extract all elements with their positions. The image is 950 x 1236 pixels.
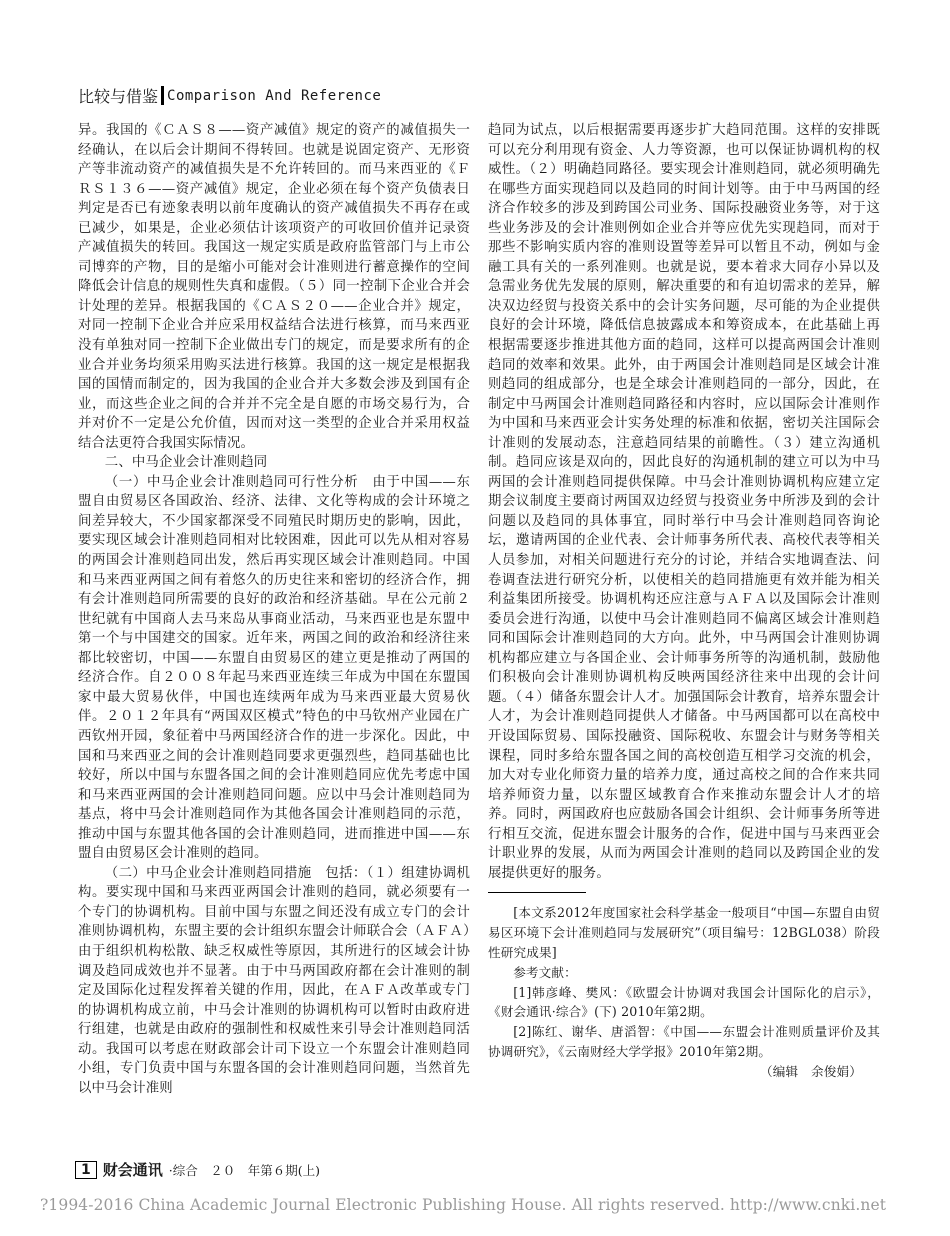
reference-item: [1]韩彦峰、樊风：《欧盟会计协调对我国会计国际化的启示》，《财会通讯·综合》(下) 2010年第2期。 (488, 984, 880, 1020)
header-divider (161, 86, 164, 105)
copyright-watermark: ?1994-2016 China Academic Journal Electronic Publishing House. All rights reserved. http://www.cnki.net (40, 1196, 887, 1214)
references-title: 参考文献： (513, 964, 577, 980)
references-block (488, 903, 880, 1081)
section-title-cn: 比较与借鉴 (78, 87, 159, 106)
section-title-en: Comparison And Reference (167, 87, 382, 104)
reference-item: [2]陈红、谢华、唐滔智：《中国——东盟会计准则质量评价及其协调研究》，《云南财经大学学报》2010年第2期。 (488, 1024, 880, 1059)
section-heading: 二、中马企业会计准则趋同 (104, 455, 268, 471)
body-paragraph: （一）中马企业会计准则趋同可行性分析 由于中国——东盟自由贸易区各国政治、经济、法律、文化等构成的会计环境之间差异较大，不少国家都深受不同殖民时期历史的影响，因此，要实现区域会计准则趋同相对比较困难，因此可以先从相对容易的两国会计准则趋同出发，然后再实现区域会计准则趋同。中国和马来西亚两国之间有着悠久的历史往来和密切的经济合作，拥有会计准则趋同所需要的良好的政治和经济基础。早在公元前２世纪就有中国商人去马来岛从事商业活动，马来西亚也是东盟中第一个与中国建交的国家。近年来，两国之间的政治和经济往来都比较密切，中国——东盟自由贸易区的建立更是推动了两国的经济合作。自２００８年起马来西亚连续三年成为中国在东盟国家中最大贸易伙伴，中国也连续两年成为马来西亚最大贸易伙伴。２０１２年具有“两国双区模式”特色的中马钦州产业园在广西钦州开园，象征着中马两国经济合作的进一步深化。因此，中国和马来西亚之间的会计准则趋同要求更强烈些，趋同基础也比较好，所以中国与东盟各国之间的会计准则趋同应优先考虑中国和马来西亚两国的会计准则趋同问题。应以中马会计准则趋同为基点，将中马会计准则趋同作为其他各国会计准则趋同的示范，推动中国与东盟其他各国的会计准则趋同，进而推进中国——东盟自由贸易区会计准则的趋同。 (78, 474, 470, 862)
right-column (488, 121, 880, 1082)
footnote-divider (488, 892, 586, 893)
issue-info: ·综合 ２０ 年第６期(上) (168, 1162, 320, 1178)
body-paragraph: 异。我国的《ＣＡＳ８——资产减值》规定的资产的减值损失一经确认，在以后会计期间不得转回。也就是说固定资产、无形资产等非流动资产的减值损失是不允许转回的。而马来西亚的《ＦＲＳ１３６——资产减值》规定，企业必须在每个资产负债表日判定是否已有迹象表明以前年度确认的资产减值损失不再存在或已减少，如果是，企业必须估计该项资产的可收回价值并记录资产减值损失的转回。我国这一规定实质是政府监管部门与上市公司博弈的产物，目的是缩小可能对会计准则进行蓄意操作的空间降低会计信息的规则性失真和虚假。（５）同一控制下企业合并会计处理的差异。根据我国的《ＣＡＳ２０——企业合并》规定，对同一控制下企业合并应采用权益结合法进行核算，而马来西亚没有单独对同一控制下企业做出专门的规定，而是要求所有的企业合并业务均须采用购买法进行核算。我国的这一规定是根据我国的国情而制定的，因为我国的企业合并大多数会涉及到国有企业，而这些企业之间的合并并不完全是自愿的市场交易行为，合并对价不一定是公允价值，因而对这一类型的企业合并采用权益结合法更符合我国实际情况。 (78, 123, 470, 451)
journal-logo: 财会通讯 (102, 1161, 163, 1179)
left-column (78, 121, 470, 1098)
body-paragraph: （二）中马企业会计准则趋同措施 包括：（１）组建协调机构。要实现中国和马来西亚两国会计准则的趋同，就必须要有一个专门的协调机构。目前中国与东盟之间还没有成立专门的会计准则协调机构，东盟主要的会计组织东盟会计师联合会（ＡＦＡ）由于组织机构松散、缺乏权威性等原因，其所进行的区域会计协调及趋同成效也并不显著。由于中马两国政府都在会计准则的制定及国际化过程发挥着关键的作用，因此，在ＡＦＡ改革或专门的协调机构成立前，中马会计准则的协调机构可以暂时由政府进行组建，也就是由政府的强制性和权威性来引导会计准则趋同活动。我国可以考虑在财政部会计司下设立一个东盟会计准则趋同小组，专门负责中国与东盟各国的会计准则趋同问题，当然首先以中马会计准则 (78, 865, 470, 1096)
body-paragraph: 趋同为试点，以后根据需要再逐步扩大趋同范围。这样的安排既可以充分利用现有资金、人力等资源，也可以保证协调机构的权威性。（２）明确趋同路径。要实现会计准则趋同，就必须明确先在哪些方面实现趋同以及趋同的时间计划等。由于中马两国的经济合作较多的涉及到跨国公司业务、国际投融资业务等，对于这些业务涉及的会计准则例如企业合并等应优先实现趋同，而对于那些不影响实质内容的准则设置等差异可以暂且不动，例如与金融工具有关的一系列准则。也就是说，要本着求大同存小异以及急需业务优先发展的原则，解决重要的和有迫切需求的差异，解决双边经贸与投资关系中的会计实务问题，尽可能的为企业提供良好的会计环境，降低信息披露成本和筹资成本，在此基础上再根据需要逐步推进其他方面的趋同，这样可以提高两国会计准则趋同的效率和效果。此外，由于两国会计准则趋同是区域会计准则趋同的组成部分，也是全球会计准则趋同的一部分，因此，在制定中马两国会计准则趋同路径和内容时，应以国际会计准则作为中国和马来西亚会计实务处理的标准和依据，密切关注国际会计准则的发展动态，注意趋同结果的前瞻性。（３）建立沟通机制。趋同应该是双向的，因此良好的沟通机制的建立可以为中马两国的会计准则趋同提供保障。中马会计准则协调机构应建立定期会议制度主要商讨两国双边经贸与投资业务中所涉及到的会计问题以及趋同的具体事宜，同时举行中马会计准则趋同咨询论坛，邀请两国的企业代表、会计师事务所代表、高校代表等相关人员参加，对相关问题进行充分的讨论，并结合实地调查法、问卷调查法进行研究分析，以使相关的趋同措施更有效并能为相关利益集团所接受。协调机构还应注意与ＡＦＡ以及国际会计准则委员会进行沟通，以使中马会计准则趋同不偏离区域会计准则趋同和国际会计准则趋同的大方向。此外，中马两国会计准则协调机构都应建立与各国企业、会计师事务所等的沟通机制，鼓励他们积极向会计准则协调机构反映两国经济往来中出现的会计问题。（４）储备东盟会计人才。加强国际会计教育，培养东盟会计人才，为会计准则趋同提供人才储备。中马两国都可以在高校中开设国际贸易、国际投融资、国际税收、东盟会计与财务等相关课程，同时多给东盟各国之间的高校创造互相学习交流的机会，加大对专业化师资力量的培养力度，通过高校之间的合作来共同培养师资力量，以东盟区域教育合作来推动东盟会计人才的培养。同时，两国政府也应鼓励各国会计组织、会计师事务所等进行相互交流，促进东盟会计服务的合作，促进中国与马来西亚会计职业界的发展，从而为两国会计准则的趋同以及跨国企业的发展提供更好的服务。 (488, 123, 880, 881)
editor-credit: （编辑 余俊娟） (760, 1063, 862, 1079)
page-header (78, 84, 381, 107)
page-number: 1 (75, 1161, 97, 1179)
page-footer (75, 1159, 320, 1180)
funding-note: [本文系2012年度国家社会科学基金一般项目“中国—东盟自由贸易区环境下会计准则趋同与发展研究”（项目编号：12BGL038）阶段性研究成果] (488, 905, 880, 960)
